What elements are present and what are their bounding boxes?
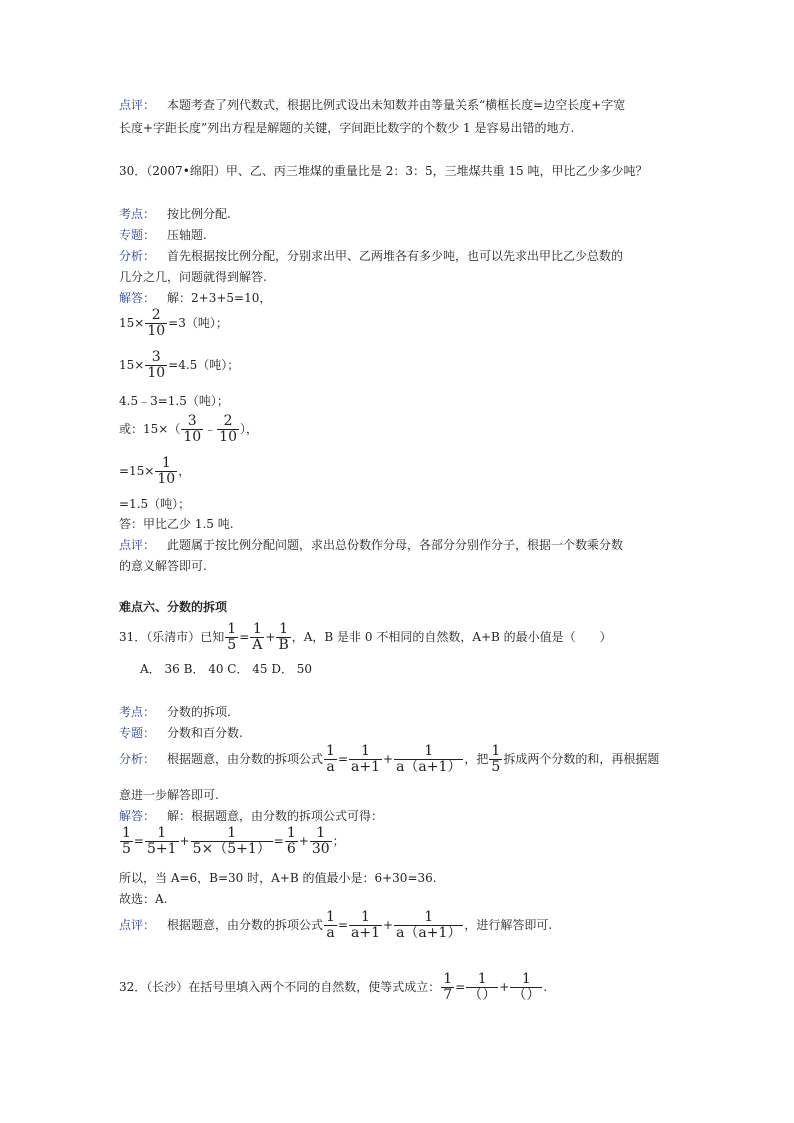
equals-sign: = [455,980,466,994]
denominator: 5 [122,841,131,857]
step-text: =3（吨）； [168,316,228,330]
fraction [145,308,167,339]
numerator: 1 [227,621,237,637]
numerator: 1 [161,455,171,471]
comment-label: 点评： [119,538,156,552]
fraction [349,910,382,941]
step-text: 15× [119,316,145,330]
kaodian-label: 考点： [119,207,156,221]
fenxi-text: 根据题意，由分数的拆项公式 [167,752,324,766]
step-text: ； [332,834,345,848]
numerator: 1 [477,971,487,987]
numerator: 1 [491,743,501,759]
p30-answer: 答：甲比乙少 1.5 吨. [119,517,234,531]
fraction [120,826,133,857]
fraction [250,622,264,653]
numerator: 2 [223,413,233,429]
plus-sign: + [499,980,510,994]
fraction [510,972,542,1003]
minus-sign: ﹣ [204,422,217,436]
numerator: 2 [151,307,161,323]
fraction [324,744,337,775]
numerator: 1 [279,621,289,637]
numerator: 1 [424,743,434,759]
numerator: 1 [443,971,453,987]
p30-fenxi-line1 [119,247,623,265]
kaodian-label: 考点： [119,705,156,719]
fraction [145,350,167,381]
numerator: 3 [187,413,197,429]
p31-step1: 所以，当 A=6，B=30 时，A+B 的值最小是：6+30=36. [119,871,437,885]
numerator: 1 [157,825,167,841]
denominator: a+1 [351,759,380,775]
denominator: （） [468,987,497,1003]
plus-sign: + [383,752,394,766]
fraction [441,972,454,1003]
fraction [324,910,337,941]
comment-text: ，进行解答即可. [464,918,553,932]
denominator: a（a+1） [396,925,462,941]
fraction [310,826,332,857]
fraction [466,972,498,1003]
numerator: 1 [424,909,434,925]
p30-step6: =1.5（吨）； [119,497,191,511]
zhuanti-label: 专题： [119,726,156,740]
fraction [217,414,239,445]
p31-fenxi-line1 [119,744,659,775]
p31-fenxi-line2: 意进一步解答即可. [119,788,219,802]
fraction [145,826,179,857]
denominator: （） [512,987,541,1003]
denominator: 10 [183,429,202,445]
p30-comment-line1 [119,536,623,554]
zhuanti-text: 分数和百分数. [167,726,243,740]
denominator: 10 [219,429,237,445]
numerator: 1 [521,971,531,987]
p30-step2 [119,350,239,381]
denominator: B [278,637,289,653]
denominator: a [326,759,335,775]
plus-sign: + [298,834,309,848]
fraction [191,826,273,857]
zhuanti-text: 压轴题. [167,228,207,242]
fenxi-text: 首先根据按比例分配，分别求出甲、乙两堆各有多少吨，也可以先求出甲比乙少总数的 [167,249,624,263]
p31-jieda [119,807,383,825]
plus-sign: + [265,630,276,644]
fraction [276,622,290,653]
denominator: 7 [443,987,453,1003]
p30-step3: 4.5﹣3=1.5（吨）； [119,394,229,408]
denominator: a [326,925,335,941]
p31-step2: 故选：A. [119,892,168,906]
equals-sign: = [239,630,250,644]
numerator: 1 [122,825,131,841]
step-text: ， [178,464,191,478]
fraction [394,744,463,775]
p31-equation [119,826,345,857]
comment-text: 本题考查了列代数式，根据比例式设出未知数并由等量关系“横框长度=边空长度+字宽 [167,98,626,112]
jieda-text: 解：根据题意，由分数的拆项公式可得： [167,809,384,823]
denominator: 5 [227,637,237,653]
p31-options: A． 36 B． 40 C． 45 D． 50 [140,662,313,676]
question-text: 31．（乐清市）已知 [119,630,225,644]
zhuanti-label: 专题： [119,228,156,242]
numerator: 1 [227,825,237,841]
denominator: 5 [491,759,501,775]
p30-question: 30．（2007•绵阳）甲、乙、丙三堆煤的重量比是 2：3：5，三堆煤共重 15 吨，甲比乙少多少吨？ [119,164,648,178]
p29-comment-line2: 长度+字距长度”列出方程是解题的关键，字间距比数字的个数少 1 是容易出错的地方. [119,121,575,135]
jieda-label: 解答： [119,809,156,823]
denominator: 5×（5+1） [192,841,271,857]
fraction [349,744,382,775]
equals-sign: = [337,918,349,932]
p29-comment-line1 [119,96,625,114]
fraction [489,744,502,775]
step-text: =15× [119,464,155,478]
fraction [285,826,298,857]
question-text: 32．（长沙）在括号里填入两个不同的自然数，使等式成立： [119,980,441,994]
p30-comment-line2: 的意义解答即可. [119,559,207,573]
section-heading: 难点六、分数的拆项 [119,600,228,614]
p31-comment [119,910,552,941]
denominator: a（a+1） [396,759,462,775]
fenxi-label: 分析： [119,249,156,263]
kaodian-text: 按比例分配. [167,207,231,221]
p31-kaodian [119,703,231,721]
fraction [394,910,463,941]
denominator: 6 [286,841,296,857]
p31-zhuanti [119,724,243,742]
question-text: ，A，B 是非 0 不相同的自然数，A+B 的最小值是（ ） [291,630,612,644]
step-text: 15× [119,358,145,372]
denominator: 5+1 [146,841,177,857]
p30-zhuanti [119,226,207,244]
comment-label: 点评： [119,98,156,112]
jieda-label: 解答： [119,291,156,305]
fraction [155,456,177,487]
fraction [181,414,203,445]
denominator: a+1 [351,925,380,941]
comment-text: 此题属于按比例分配问题，求出总份数作分母，各部分分别作分子，根据一个数乘分数 [167,538,624,552]
fenxi-label: 分析： [119,752,156,766]
equals-sign: = [337,752,349,766]
denominator: 10 [147,365,166,381]
equals-sign: = [133,834,144,848]
p30-kaodian [119,205,231,223]
comment-label: 点评： [119,918,156,932]
denominator: 10 [147,323,166,339]
denominator: A [252,637,263,653]
numerator: 1 [286,825,296,841]
denominator: 30 [311,841,330,857]
numerator: 1 [361,743,370,759]
step-text: ）， [240,422,259,436]
equals-sign: = [273,834,284,848]
numerator: 1 [316,825,326,841]
p30-fenxi-line2: 几分之几，问题就得到解答. [119,270,267,284]
p32-question [119,972,547,1003]
numerator: 1 [361,909,370,925]
comment-text: 根据题意，由分数的拆项公式 [167,918,324,932]
p30-step4 [119,414,258,445]
fraction [225,622,238,653]
fenxi-text: 拆成两个分数的和，再根据题 [503,752,660,766]
jieda-text: 解：2+3+5=10， [167,291,272,305]
numerator: 1 [252,621,262,637]
step-text: 或：15×（ [119,422,181,436]
p31-question [119,622,612,653]
kaodian-text: 分数的拆项. [167,705,231,719]
fenxi-text: ，把 [464,752,489,766]
p30-jieda [119,289,271,307]
question-text: . [543,980,548,994]
p30-step1 [119,308,228,339]
denominator: 10 [157,471,176,487]
numerator: 1 [326,909,335,925]
numerator: 1 [326,743,335,759]
plus-sign: + [179,834,190,848]
step-text: =4.5（吨）； [168,358,240,372]
numerator: 3 [151,349,161,365]
p30-step5 [119,456,190,487]
plus-sign: + [383,918,394,932]
